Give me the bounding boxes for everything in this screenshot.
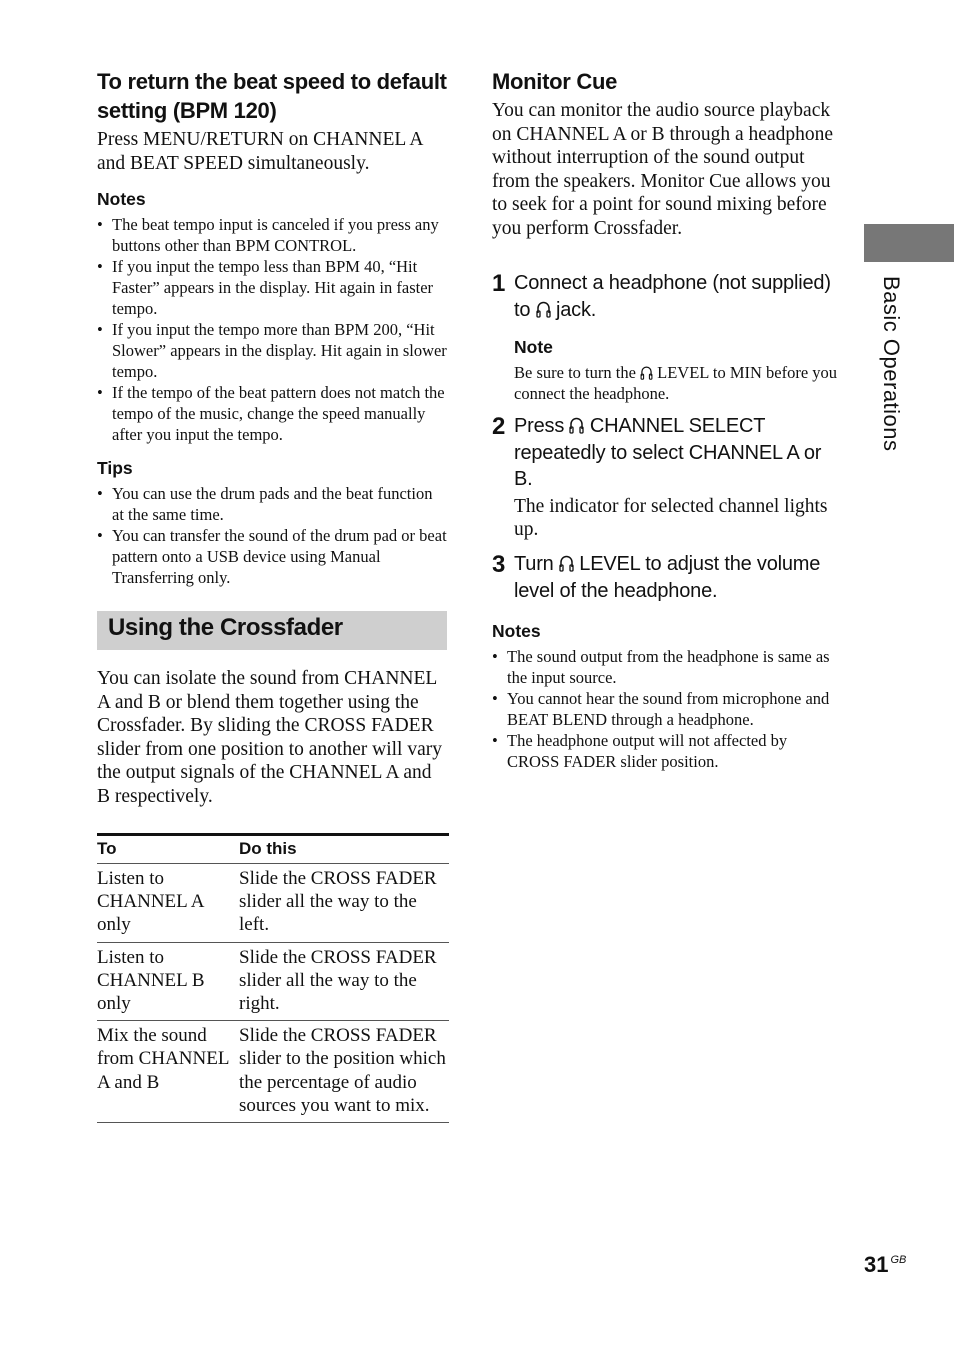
step-1 bbox=[492, 270, 842, 404]
step-number: 2 bbox=[492, 413, 506, 440]
headphone-icon bbox=[640, 365, 653, 380]
monitor-cue-body: You can monitor the audio source playback on CHANNEL A or B through a headphone without interruption of the sound output from the speakers. Monitor Cue allows you to seek for a point for sound mixing before you perform Crossfader. bbox=[492, 100, 834, 239]
step-note-heading: Note bbox=[514, 337, 553, 357]
table-row bbox=[97, 1021, 449, 1123]
table-row bbox=[97, 942, 449, 1021]
step-text: Connect a headphone (not supplied) to jack. bbox=[514, 272, 831, 321]
section-side-label: Basic Operations bbox=[879, 276, 904, 452]
list-item: • If you input the tempo more than BPM 200, “Hit Slower” appears in the display. Hit again in slower tempo. bbox=[97, 319, 447, 382]
step-number: 1 bbox=[492, 270, 506, 297]
headphone-icon bbox=[559, 554, 574, 572]
step-3 bbox=[492, 551, 842, 604]
table-cell: Slide the CROSS FADER slider all the way to the right. bbox=[239, 942, 449, 1021]
crossfader-table bbox=[97, 833, 449, 1123]
page-suffix: GB bbox=[890, 1254, 907, 1266]
monitor-notes-heading: Notes bbox=[492, 621, 541, 641]
bpm-reset-heading: To return the beat speed to default setting (BPM 120) bbox=[97, 69, 447, 123]
monitor-notes-list bbox=[492, 646, 842, 772]
table-cell: Slide the CROSS FADER slider all the way to the left. bbox=[239, 864, 449, 943]
step-2 bbox=[492, 413, 842, 542]
bpm-reset-body: Press MENU/RETURN on CHANNEL A and BEAT SPEED simultaneously. bbox=[97, 129, 423, 174]
table-cell: Listen to CHANNEL B only bbox=[97, 942, 239, 1021]
step-text: Press CHANNEL SELECT repeatedly to select CHANNEL A or B. bbox=[514, 415, 822, 490]
list-item: • If you input the tempo less than BPM 40, “Hit Faster” appears in the display. Hit again in faster tempo. bbox=[97, 256, 447, 319]
headphone-icon bbox=[569, 416, 584, 434]
list-item: • The sound output from the headphone is same as the input source. bbox=[492, 646, 842, 688]
step-detail: The indicator for selected channel lights up. bbox=[514, 495, 828, 541]
headphone-icon bbox=[536, 300, 551, 318]
column-header: Do this bbox=[239, 835, 449, 864]
list-item: • The beat tempo input is canceled if you press any buttons other than BPM CONTROL. bbox=[97, 214, 447, 256]
monitor-cue-heading: Monitor Cue bbox=[492, 69, 618, 94]
page-number: 31 $^{GB}$ bbox=[864, 1252, 907, 1277]
list-item: • The headphone output will not affected by CROSS FADER slider position. bbox=[492, 730, 842, 772]
section-banner bbox=[97, 611, 447, 650]
list-item: • You can transfer the sound of the drum pad or beat pattern onto a USB device using Manual Transferring only. bbox=[97, 525, 447, 588]
section-tab-marker bbox=[864, 224, 954, 262]
table-cell: Listen to CHANNEL A only bbox=[97, 864, 239, 943]
section-title: Using the Crossfader bbox=[108, 614, 343, 641]
column-header: To bbox=[97, 835, 239, 864]
table-cell: Mix the sound from CHANNEL A and B bbox=[97, 1021, 239, 1123]
list-item: • You can use the drum pads and the beat function at the same time. bbox=[97, 483, 447, 525]
crossfader-body: You can isolate the sound from CHANNEL A and B or blend them together using the Crossfader. By sliding the CROSS FADER slider from one position to another will vary the output signals of the CHANNEL A and B respectively. bbox=[97, 668, 442, 807]
step-number: 3 bbox=[492, 551, 506, 578]
list-item: • You cannot hear the sound from microphone and BEAT BLEND through a headphone. bbox=[492, 688, 842, 730]
step-text: Turn LEVEL to adjust the volume level of the headphone. bbox=[514, 553, 821, 602]
tips-list bbox=[97, 483, 447, 588]
table-header-row bbox=[97, 835, 449, 864]
table-cell: Slide the CROSS FADER slider to the position which the percentage of audio sources you want to mix. bbox=[239, 1021, 449, 1123]
tips-heading: Tips bbox=[97, 458, 133, 478]
step-note: Be sure to turn the LEVEL to MIN before you connect the headphone. bbox=[514, 363, 838, 403]
notes-list bbox=[97, 214, 447, 445]
table-row bbox=[97, 864, 449, 943]
list-item: • If the tempo of the beat pattern does not match the tempo of the music, change the speed manually after you input the tempo. bbox=[97, 382, 447, 445]
notes-heading: Notes bbox=[97, 189, 146, 209]
